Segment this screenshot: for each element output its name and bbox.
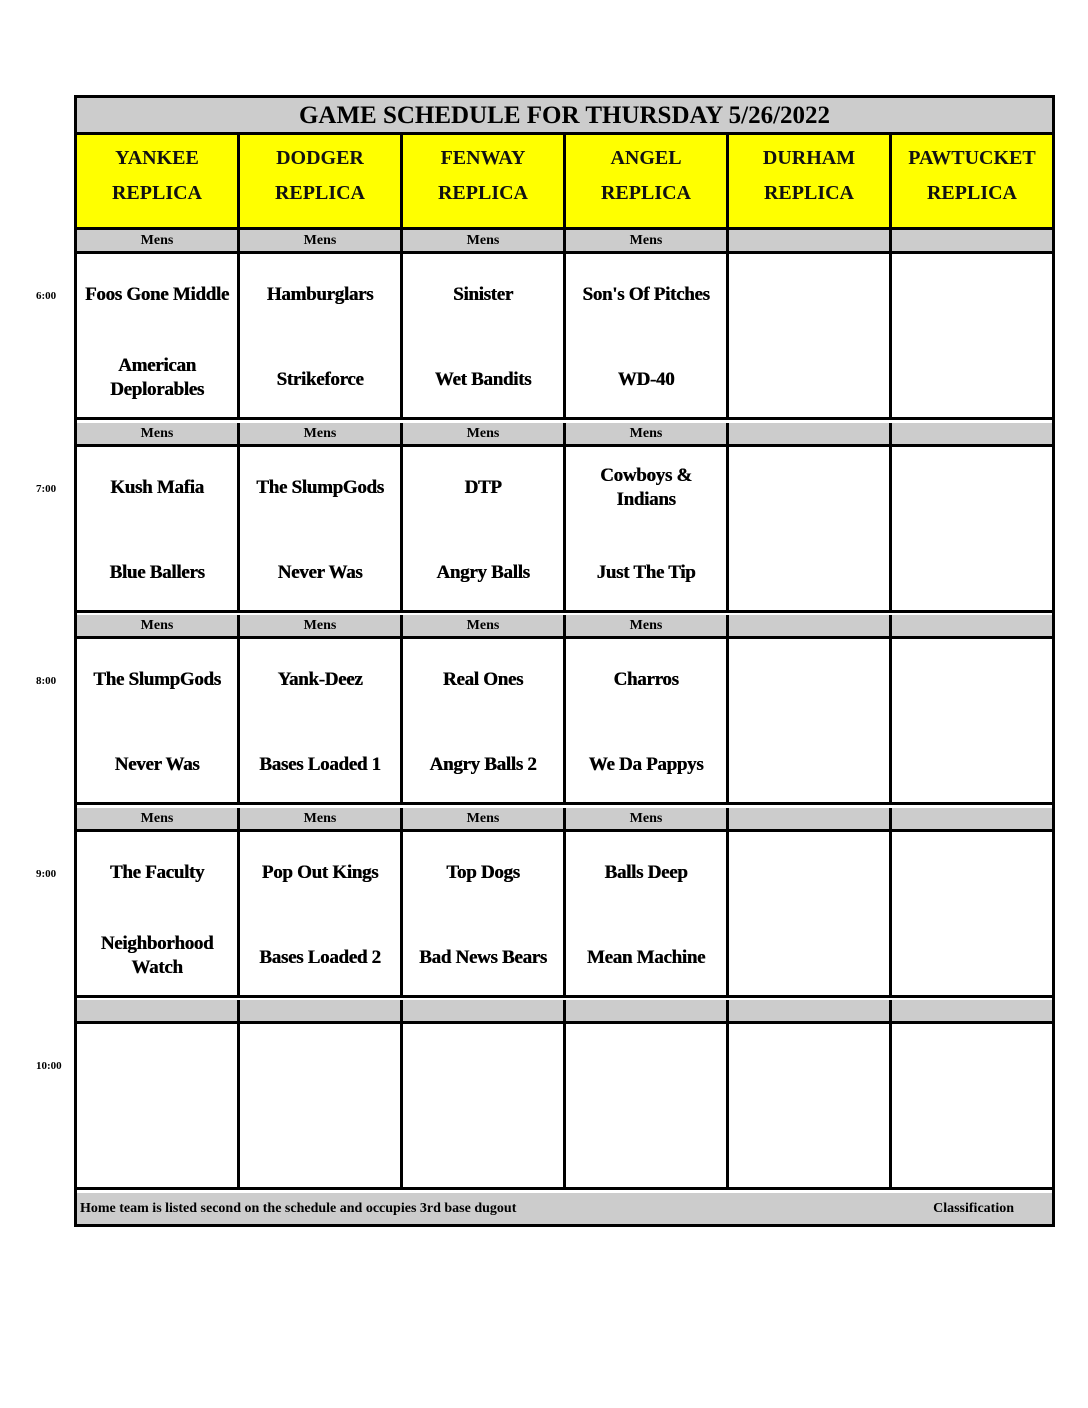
away-team: Sinister	[453, 284, 513, 305]
field-name: PAWTUCKET	[908, 147, 1036, 169]
field-subtitle: REPLICA	[274, 182, 365, 204]
field-name: DURHAM	[762, 147, 856, 169]
field-header-dodger	[240, 135, 403, 227]
classification-cell	[892, 1000, 1052, 1021]
classification-cell: Mens	[240, 230, 403, 251]
classification-cell	[729, 808, 892, 829]
game-cell	[566, 832, 729, 995]
home-team: Strikeforce	[276, 369, 364, 390]
classification-cell	[729, 615, 892, 636]
away-team: Cowboys & Indians	[600, 464, 692, 510]
game-cell	[729, 1024, 892, 1187]
home-team: Just The Tip	[596, 561, 696, 583]
home-team-note: Home team is listed second on the schedule and occupies 3rd base dugout	[80, 1201, 517, 1216]
game-row	[77, 639, 1052, 805]
schedule-table	[74, 95, 1055, 1227]
classification-label: Classification	[933, 1201, 1014, 1216]
field-header-row	[77, 135, 1052, 230]
game-cell	[566, 447, 729, 610]
field-header-pawtucket	[892, 135, 1052, 227]
classification-cell: Mens	[403, 423, 566, 444]
home-team: Never Was	[114, 754, 200, 775]
game-row	[77, 254, 1052, 420]
schedule-title: GAME SCHEDULE FOR THURSDAY 5/26/2022	[77, 98, 1052, 135]
classification-row	[77, 230, 1052, 254]
game-cell	[892, 1024, 1052, 1187]
field-header-fenway	[403, 135, 566, 227]
classification-cell	[892, 423, 1052, 444]
classification-cell	[729, 230, 892, 251]
time-label: 7:00	[36, 482, 57, 495]
away-team: The SlumpGods	[256, 476, 384, 498]
classification-cell	[729, 423, 892, 444]
game-cell	[240, 639, 403, 802]
away-team: Charros	[613, 669, 679, 690]
field-subtitle: REPLICA	[763, 182, 854, 204]
home-team: Bases Loaded 1	[259, 754, 381, 775]
game-cell	[240, 832, 403, 995]
game-cell	[729, 447, 892, 610]
game-cell	[77, 639, 240, 802]
classification-row	[77, 1000, 1052, 1024]
classification-cell: Mens	[240, 808, 403, 829]
classification-row	[77, 615, 1052, 639]
game-cell	[892, 639, 1052, 802]
home-team: Bad News Bears	[419, 946, 547, 968]
game-cell	[240, 447, 403, 610]
field-header-yankee	[77, 135, 240, 227]
away-team: The SlumpGods	[93, 669, 221, 690]
classification-cell	[892, 230, 1052, 251]
classification-cell: Mens	[566, 230, 729, 251]
classification-cell	[892, 808, 1052, 829]
game-cell	[729, 254, 892, 417]
away-team: Real Ones	[442, 669, 524, 690]
classification-cell: Mens	[403, 615, 566, 636]
away-team: Son's Of Pitches	[582, 284, 710, 305]
classification-cell: Mens	[77, 615, 240, 636]
game-cell	[240, 1024, 403, 1187]
classification-cell: Mens	[566, 808, 729, 829]
classification-cell	[240, 1000, 403, 1021]
time-label: 10:00	[36, 1060, 62, 1072]
game-cell	[403, 832, 566, 995]
away-team: Pop Out Kings	[261, 861, 379, 883]
game-cell	[403, 639, 566, 802]
game-cell	[240, 254, 403, 417]
game-cell	[77, 1024, 240, 1187]
classification-cell	[77, 1000, 240, 1021]
home-team: American Deplorables	[110, 355, 204, 400]
classification-cell: Mens	[77, 808, 240, 829]
game-cell	[403, 254, 566, 417]
field-subtitle: REPLICA	[600, 182, 691, 204]
game-cell	[77, 254, 240, 417]
time-label: 6:00	[36, 290, 57, 302]
away-team: Balls Deep	[604, 861, 688, 883]
field-name: ANGEL	[610, 147, 682, 169]
home-team: Angry Balls 2	[429, 754, 537, 775]
home-team: Angry Balls	[436, 561, 530, 583]
home-team: Never Was	[277, 561, 363, 583]
away-team: The Faculty	[109, 861, 205, 883]
field-name: DODGER	[276, 147, 364, 169]
game-row	[77, 832, 1052, 998]
away-team: Yank-Deez	[277, 669, 363, 690]
home-team: We Da Pappys	[588, 754, 704, 775]
away-team: DTP	[464, 476, 502, 498]
classification-cell: Mens	[77, 230, 240, 251]
classification-cell: Mens	[77, 423, 240, 444]
classification-cell: Mens	[240, 423, 403, 444]
game-row	[77, 447, 1052, 613]
game-cell	[892, 447, 1052, 610]
game-cell	[566, 1024, 729, 1187]
time-label: 8:00	[36, 675, 57, 687]
classification-cell: Mens	[403, 230, 566, 251]
game-cell	[403, 447, 566, 610]
field-name: YANKEE	[115, 147, 199, 169]
home-team: Wet Bandits	[434, 369, 532, 390]
classification-row	[77, 423, 1052, 447]
classification-cell	[892, 615, 1052, 636]
away-team: Foos Gone Middle	[84, 284, 230, 305]
field-name: FENWAY	[440, 147, 526, 169]
home-team: Bases Loaded 2	[259, 946, 381, 968]
field-subtitle: REPLICA	[926, 182, 1017, 204]
away-team: Hamburglars	[266, 284, 374, 305]
game-cell	[729, 639, 892, 802]
game-cell	[892, 254, 1052, 417]
field-header-angel	[566, 135, 729, 227]
game-cell	[892, 832, 1052, 995]
home-team: Blue Ballers	[109, 561, 205, 583]
time-label: 9:00	[36, 867, 57, 880]
classification-cell: Mens	[566, 615, 729, 636]
home-team: Mean Machine	[586, 946, 706, 968]
classification-cell	[403, 1000, 566, 1021]
classification-cell: Mens	[403, 808, 566, 829]
field-header-durham	[729, 135, 892, 227]
field-subtitle: REPLICA	[111, 182, 202, 204]
classification-cell: Mens	[566, 423, 729, 444]
game-cell	[403, 1024, 566, 1187]
game-row	[77, 1024, 1052, 1190]
field-subtitle: REPLICA	[437, 182, 528, 204]
away-team: Top Dogs	[446, 861, 520, 883]
home-team: WD-40	[617, 369, 675, 390]
game-cell	[729, 832, 892, 995]
classification-cell	[566, 1000, 729, 1021]
classification-cell	[729, 1000, 892, 1021]
footer-bar	[77, 1193, 1052, 1224]
game-cell	[77, 447, 240, 610]
game-cell	[77, 832, 240, 995]
game-cell	[566, 254, 729, 417]
game-cell	[566, 639, 729, 802]
classification-cell: Mens	[240, 615, 403, 636]
classification-row	[77, 808, 1052, 832]
home-team: Neighborhood Watch	[100, 932, 214, 978]
away-team: Kush Mafia	[110, 476, 204, 498]
